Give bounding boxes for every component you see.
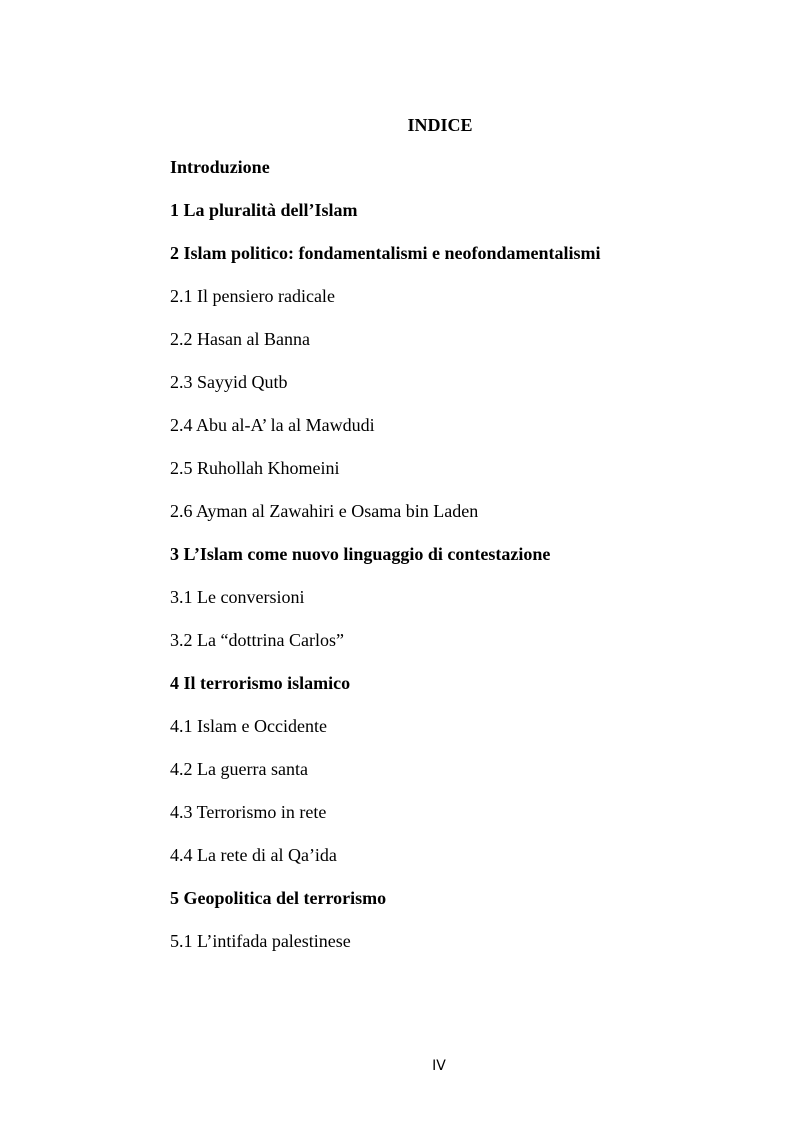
toc-entry: 3.2 La “dottrina Carlos” [170, 630, 344, 650]
toc-entry: 4 Il terrorismo islamico [170, 673, 351, 693]
toc-entry: 2.6 Ayman al Zawahiri e Osama bin Laden [170, 501, 479, 521]
toc-entry: 4.4 La rete di al Qa’ida [170, 845, 337, 865]
toc-entry: 3 L’Islam come nuovo linguaggio di contestazione [170, 544, 551, 564]
toc-entry: 3.1 Le conversioni [170, 587, 305, 607]
toc-entry: 4.3 Terrorismo in rete [170, 802, 327, 822]
page-title: INDICE [407, 115, 473, 135]
toc-entry: 5.1 L’intifada palestinese [170, 931, 351, 951]
toc-entry: 2.1 Il pensiero radicale [170, 286, 335, 306]
toc-entry: 2.4 Abu al-A’ la al Mawdudi [170, 415, 375, 435]
toc-entry: 2.3 Sayyid Qutb [170, 372, 288, 392]
toc-entry: 2.2 Hasan al Banna [170, 329, 310, 349]
toc-entry: 4.1 Islam e Occidente [170, 716, 327, 736]
toc-entry: Introduzione [170, 157, 270, 177]
toc-entry: 2 Islam politico: fondamentalismi e neofondamentalismi [170, 243, 601, 263]
toc-entry: 4.2 La guerra santa [170, 759, 308, 779]
page-number: IV [432, 1058, 446, 1074]
table-of-contents [170, 156, 730, 973]
toc-entry: 1 La pluralità dell’Islam [170, 200, 358, 220]
toc-entry: 5 Geopolitica del terrorismo [170, 888, 387, 908]
toc-entry: 2.5 Ruhollah Khomeini [170, 458, 340, 478]
